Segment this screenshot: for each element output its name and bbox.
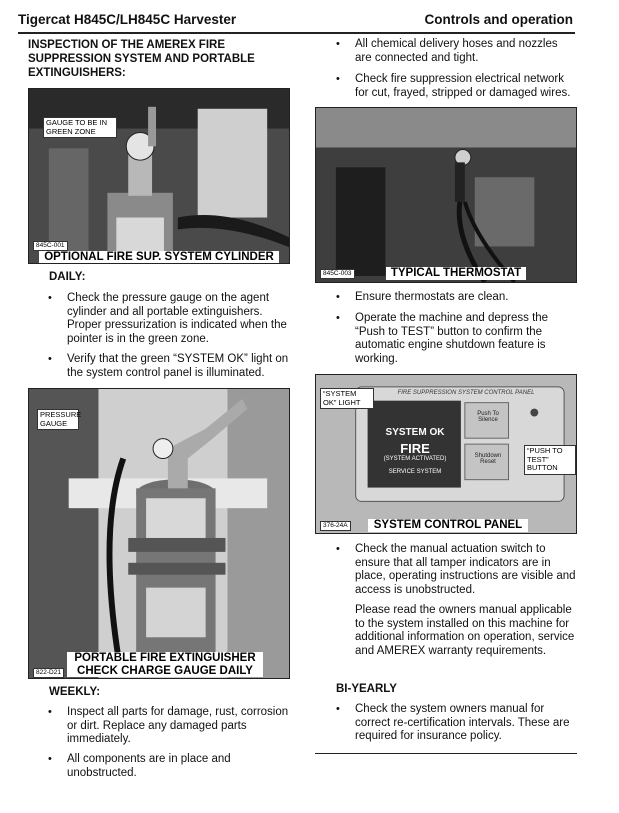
push-to-test-callout: “PUSH TO TEST” BUTTON — [524, 445, 576, 475]
pressure-gauge-callout: PRESSURE GAUGE — [37, 409, 79, 430]
cylinder-illustration — [29, 89, 289, 263]
panel-system-ok-text: SYSTEM OK — [385, 427, 445, 438]
thermostat-illustration — [316, 108, 576, 282]
figure-id: 845C-003 — [320, 269, 355, 279]
panel-shutdown-text: Shutdown Reset — [474, 453, 502, 465]
system-ok-light-callout: “SYSTEM OK” LIGHT — [320, 388, 374, 409]
panel-silence-text: Push To Silence — [477, 411, 499, 423]
figure-extinguisher-photo — [28, 388, 290, 679]
daily-heading: DAILY: — [49, 271, 86, 283]
figure-control-panel-photo — [315, 374, 577, 534]
section-title: INSPECTION OF THE AMEREX FIRE SUPPRESSION SYSTEM AND PORTABLE EXTINGUISHERS: — [28, 39, 255, 79]
figure-caption: PORTABLE FIRE EXTINGUISHER CHECK CHARGE GAUGE DAILY — [67, 652, 263, 677]
panel-activated-text: (SYSTEM ACTIVATED) — [383, 456, 447, 462]
figure-cylinder-photo — [28, 88, 290, 264]
weekly-heading: WEEKLY: — [49, 686, 101, 698]
page-header-section: Controls and operation — [424, 12, 573, 27]
section-end-rule — [315, 753, 577, 754]
figure-id: 822-D21 — [33, 668, 64, 678]
panel-fire-text: FIRE — [400, 441, 430, 456]
figure-caption: OPTIONAL FIRE SUP. SYSTEM CYLINDER — [39, 251, 279, 264]
extinguisher-illustration — [29, 389, 289, 678]
header-rule — [18, 32, 575, 34]
figure-caption: TYPICAL THERMOSTAT — [386, 267, 526, 280]
biyearly-heading: BI-YEARLY — [336, 683, 397, 695]
panel-header-text: FIRE SUPPRESSION SYSTEM CONTROL PANEL — [397, 390, 535, 396]
figure-caption: SYSTEM CONTROL PANEL — [368, 519, 528, 532]
panel-service-text: SERVICE SYSTEM — [388, 469, 442, 475]
figure-id: 845C-001 — [33, 241, 68, 251]
figure-thermostat-photo — [315, 107, 577, 283]
page-header-title: Tigercat H845C/LH845C Harvester — [18, 12, 237, 27]
owners-manual-paragraph: Please read the owners manual applicable to the system installed on this machine for additional information on operation, service and AMEREX warranty requirements. — [355, 604, 575, 657]
gauge-callout: GAUGE TO BE IN GREEN ZONE — [43, 117, 117, 138]
figure-id: 376-24A — [320, 521, 351, 531]
